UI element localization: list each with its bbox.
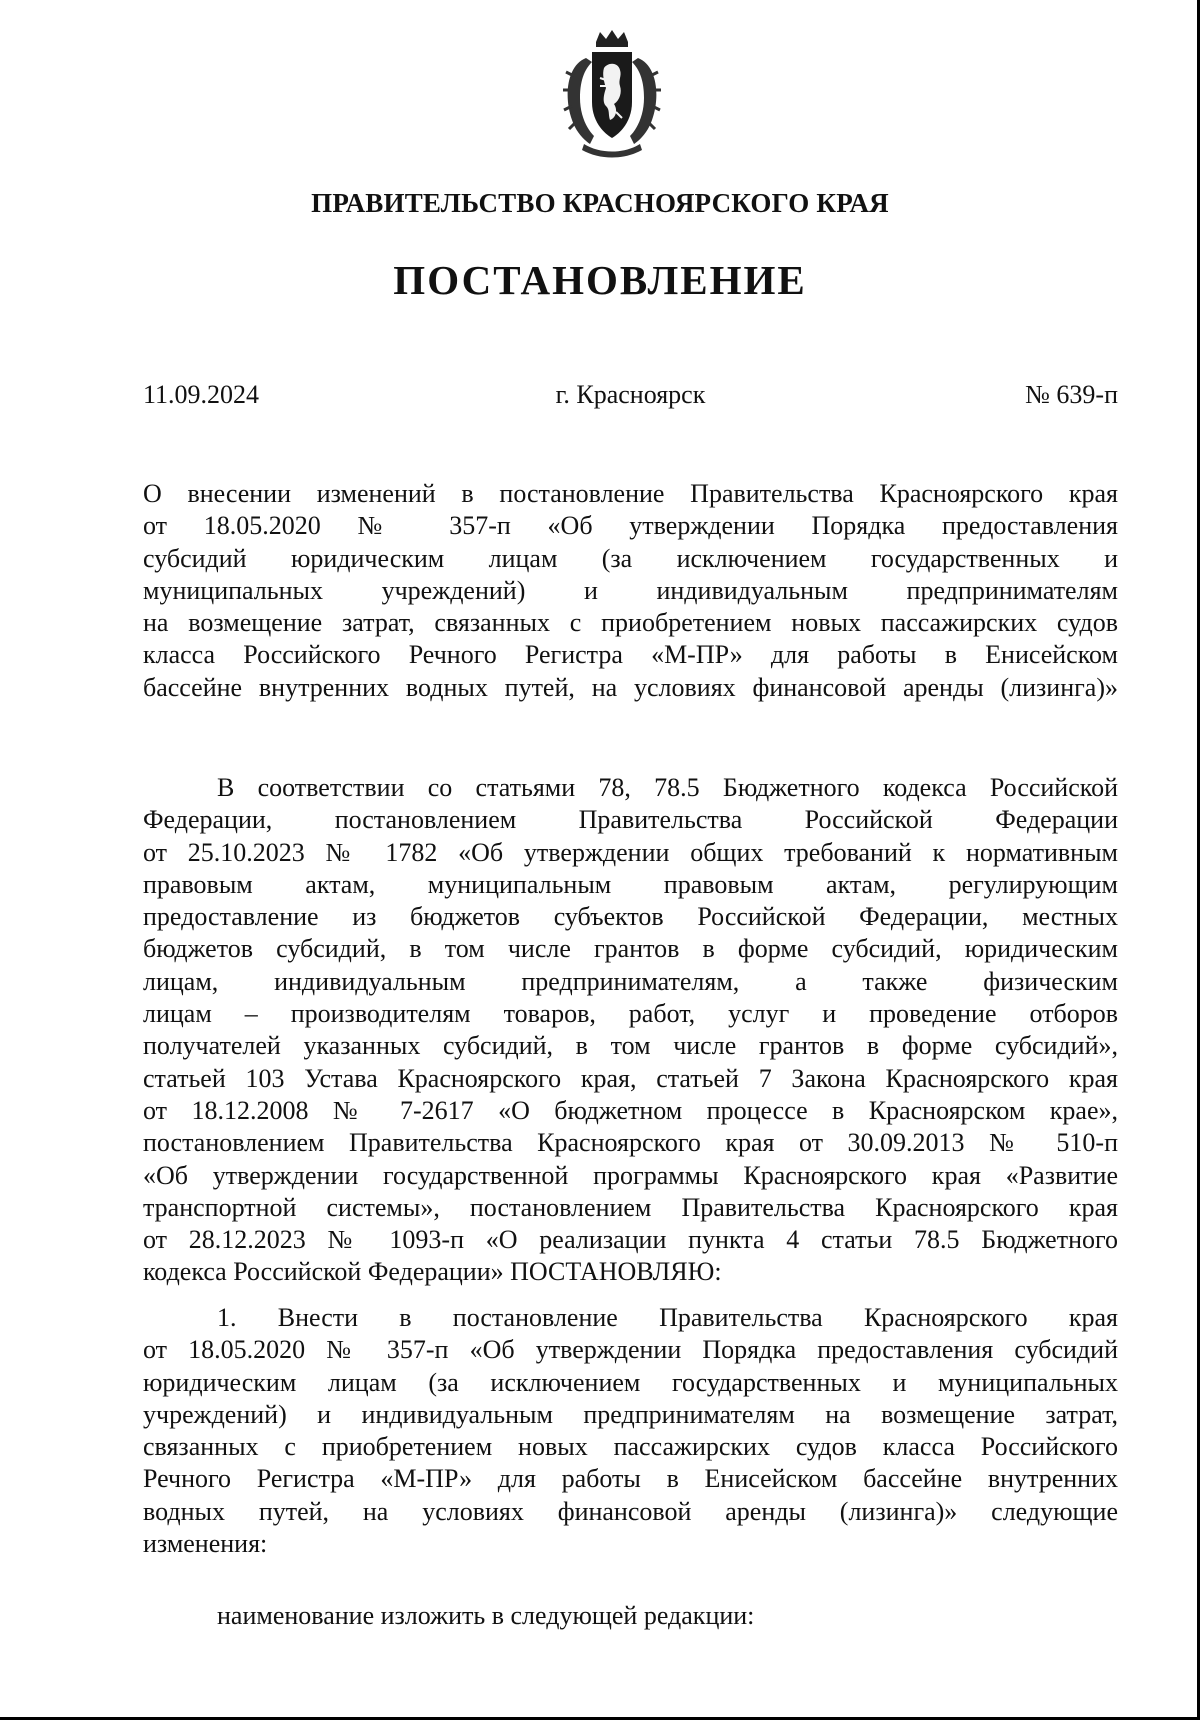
preamble-line: бюджетов субсидий, в том числе грантов в форме субсидий, юридическим: [143, 934, 1118, 964]
item-1-line: учреждений) и индивидуальным предпринимателям на возмещение затрат,: [143, 1399, 1118, 1429]
preamble-line: лицам – производителям товаров, работ, услуг и проведение отборов: [143, 999, 1118, 1029]
government-name: ПРАВИТЕЛЬСТВО КРАСНОЯРСКОГО КРАЯ: [311, 188, 889, 218]
item-1-line: водных путей, на условиях финансовой аренды (лизинга)» следующие: [143, 1496, 1118, 1526]
preamble-line: от 18.12.2008 № 7-2617 «О бюджетном процессе в Красноярском крае»,: [143, 1095, 1118, 1125]
preamble-line: «Об утверждении государственной программы Красноярского края «Развитие: [143, 1160, 1118, 1190]
subject-line: субсидий юридическим лицам (за исключением государственных и: [143, 543, 1118, 573]
item-1-line: Речного Регистра «М-ПР» для работы в Енисейском бассейне внутренних: [143, 1464, 1118, 1494]
subject-line: бассейне внутренних водных путей, на условиях финансовой аренды (лизинга)»: [143, 672, 1118, 702]
document-city: г. Красноярск: [555, 380, 706, 409]
preamble-line: В соответствии со статьями 78, 78.5 Бюджетного кодекса Российской: [217, 773, 1118, 802]
subject-line: муниципальных учреждений) и индивидуальным предпринимателям: [143, 575, 1118, 605]
preamble-line: от 28.12.2023 № 1093-п «О реализации пункта 4 статьи 78.5 Бюджетного: [143, 1225, 1118, 1255]
subject-line: класса Российского Речного Регистра «М-ПР» для работы в Енисейском: [143, 640, 1118, 670]
document-date: 11.09.2024: [143, 380, 260, 409]
preamble-line: статьей 103 Устава Красноярского края, статьей 7 Закона Красноярского края: [143, 1063, 1118, 1093]
item-1-line: от 18.05.2020 № 357-п «Об утверждении Порядка предоставления субсидий: [143, 1335, 1118, 1365]
subject-line: от 18.05.2020 № 357-п «Об утверждении Порядка предоставления: [143, 511, 1118, 541]
preamble-line: кодекса Российской Федерации» ПОСТАНОВЛЯЮ:: [143, 1257, 722, 1287]
document-type-title: ПОСТАНОВЛЕНИЕ: [393, 257, 807, 303]
item-1-sub-line: наименование изложить в следующей редакции:: [217, 1601, 755, 1630]
subject-line: на возмещение затрат, связанных с приобретением новых пассажирских судов: [143, 608, 1118, 638]
preamble-line: предоставление из бюджетов субъектов Российской Федерации, местных: [143, 902, 1118, 932]
subject-line: О внесении изменений в постановление Правительства Красноярского края: [143, 479, 1118, 508]
document-number: № 639-п: [1025, 380, 1118, 409]
preamble-line: правовым актам, муниципальным правовым актам, регулирующим: [143, 869, 1118, 899]
item-1-line: юридическим лицам (за исключением государственных и муниципальных: [143, 1367, 1118, 1397]
item-1-line: 1. Внести в постановление Правительства Красноярского края: [217, 1303, 1118, 1332]
item-1-line: изменения:: [143, 1529, 268, 1559]
preamble-line: транспортной системы», постановлением Правительства Красноярского края: [143, 1192, 1118, 1222]
preamble-line: от 25.10.2023 № 1782 «Об утверждении общих требований к нормативным: [143, 837, 1118, 867]
preamble-line: постановлением Правительства Красноярского края от 30.09.2013 № 510-п: [143, 1128, 1118, 1158]
item-1-line: связанных с приобретением новых пассажирских судов класса Российского: [143, 1432, 1118, 1462]
preamble-line: Федерации, постановлением Правительства Российской Федерации: [143, 805, 1118, 835]
preamble-line: лицам, индивидуальным предпринимателям, а также физическим: [143, 966, 1118, 996]
preamble-line: получателей указанных субсидий, в том числе грантов в форме субсидий»,: [143, 1031, 1118, 1061]
